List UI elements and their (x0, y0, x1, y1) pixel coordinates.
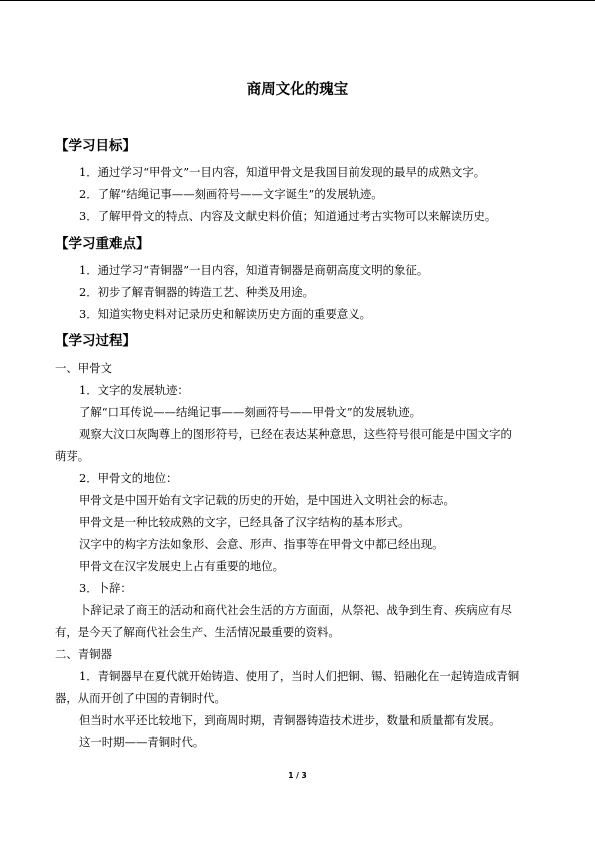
oracle-paragraph-2b: 萌芽。 (55, 449, 90, 463)
oracle-paragraph-4: 甲骨文是一种比较成熟的文字，已经具备了汉字结构的基本形式。 (79, 515, 410, 529)
oracle-paragraph-7b: 有，是今天了解商代社会生产、生活情况最重要的资料。 (55, 625, 340, 639)
goal-item-1: 1．通过学习“甲骨文”一目内容，知道甲骨文是我国目前发现的最早的成熟文字。 (79, 165, 486, 179)
oracle-item-2: 2．甲骨文的地位： (79, 471, 178, 485)
heading-learning-process: 【学习过程】 (55, 333, 136, 349)
page-number: 1 / 3 (288, 771, 307, 780)
oracle-item-3: 3．卜辞： (79, 581, 132, 595)
goal-item-2: 2．了解“结绳记事——刻画符号——文字诞生”的发展轨迹。 (79, 187, 383, 201)
goal-item-3: 3．了解甲骨文的特点、内容及文献史料价值；知道通过考古实物可以来解读历史。 (79, 209, 497, 223)
heading-learning-goals: 【学习目标】 (55, 138, 136, 154)
oracle-paragraph-5: 汉字中的构字方法如象形、会意、形声、指事等在甲骨文中都已经出现。 (79, 537, 444, 551)
oracle-item-1: 1．文字的发展轨迹： (79, 383, 189, 397)
key-point-3: 3．知道实物史料对记录历史和解读历史方面的重要意义。 (79, 307, 372, 321)
section-oracle-bone-title: 一、甲骨文 (55, 361, 112, 375)
heading-key-points: 【学习重难点】 (55, 236, 150, 252)
oracle-paragraph-3: 甲骨文是中国开始有文字记载的历史的开始，是中国进入文明社会的标志。 (79, 493, 455, 507)
section-bronze-title: 二、青铜器 (55, 647, 112, 661)
oracle-paragraph-6: 甲骨文在汉字发展史上占有重要的地位。 (79, 559, 285, 573)
oracle-paragraph-2a: 观察大汶口灰陶尊上的图形符号，已经在表达某种意思，这些符号很可能是中国文字的 (79, 427, 512, 441)
bronze-paragraph-3: 这一时期——青铜时代。 (79, 735, 205, 749)
bronze-paragraph-1b: 器，从而开创了中国的青铜时代。 (55, 691, 226, 705)
bronze-paragraph-1a: 1．青铜器早在夏代就开始铸造、使用了，当时人们把铜、锡、铅融化在一起铸造成青铜 (79, 669, 520, 683)
key-point-2: 2．初步了解青铜器的铸造工艺、种类及用途。 (79, 285, 315, 299)
document-title: 商周文化的瑰宝 (246, 82, 349, 98)
key-point-1: 1．通过学习“青铜器”一目内容，知道青铜器是商朝高度文明的象征。 (79, 263, 429, 277)
bronze-paragraph-2: 但当时水平还比较地下，到商周时期，青铜器铸造技术进步，数量和质量都有发展。 (79, 713, 501, 727)
oracle-paragraph-1: 了解“口耳传说——结绳记事——刻画符号——甲骨文”的发展轨迹。 (79, 405, 421, 419)
oracle-paragraph-7a: 卜辞记录了商王的活动和商代社会生活的方方面面，从祭祀、战争到生育、疾病应有尽 (79, 603, 512, 617)
header-rule (0, 0, 595, 1)
